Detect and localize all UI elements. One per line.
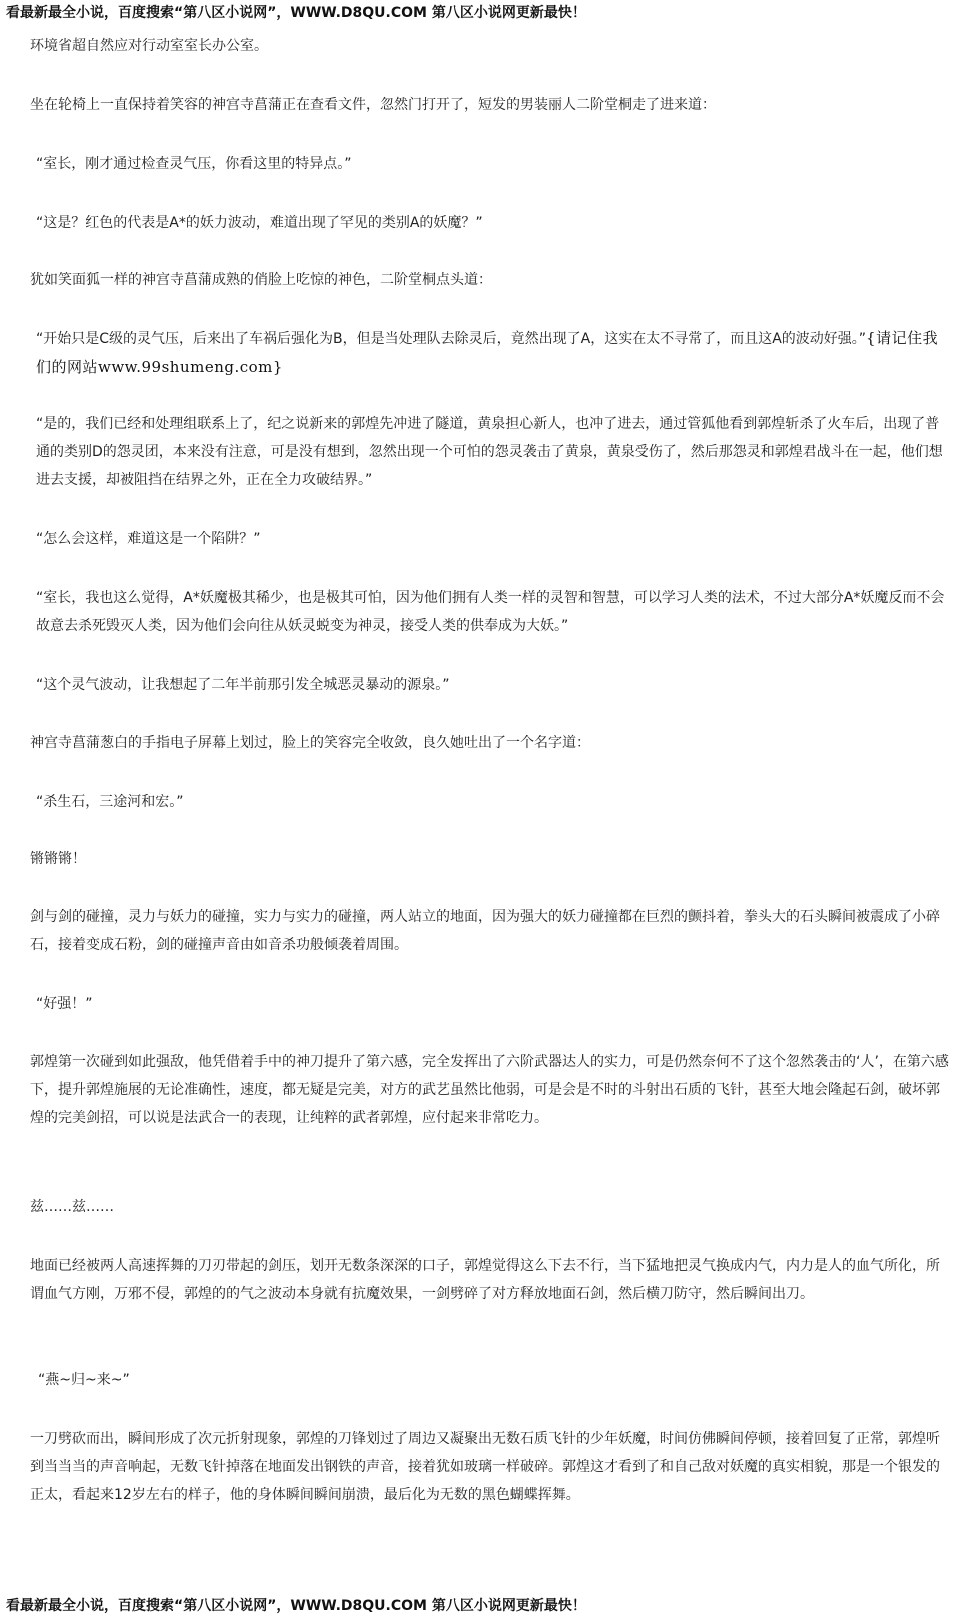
paragraph-19: “燕~归~来~” bbox=[38, 1372, 130, 1388]
paragraph-8: “怎么会这样，难道这是一个陷阱？” bbox=[36, 531, 261, 547]
paragraph-5: 犹如笑面狐一样的神宫寺菖蒲成熟的俏脸上吃惊的神色，二阶堂桐点头道： bbox=[30, 272, 492, 288]
paragraph-7: “是的，我们已经和处理组联系上了，纪之说新来的郭煌先冲进了隧道，黄泉担心新人，也冲了进去，通过管狐他看到郭煌斩杀了火车后，出现了普通的类别D的怨灵团，本来没有注意，可是没有想到，忽然出现一个可怕的怨灵袭击了黄泉，黄泉受伤了，然后那怨灵和郭煌君战斗在一起，他们想进去支援，却被阻挡在结界之外，正在全力攻破结界。” bbox=[36, 416, 943, 488]
paragraph-16: 郭煌第一次碰到如此强敌，他凭借着手中的神刀提升了第六感，完全发挥出了六阶武器达人的实力，可是仍然奈何不了这个忽然袭击的‘人’，在第六感下，提升郭煌施展的无论准确性，速度，都无疑是完美，对方的武艺虽然比他弱，可是会是不时的斗射出石质的飞针，甚至大地会隆起石剑，破坏郭煌的完美剑招，可以说是法武合一的表现，让纯粹的武者郭煌，应付起来非常吃力。 bbox=[30, 1054, 949, 1126]
paragraph-3: “室长，刚才通过检查灵气压，你看这里的特异点。” bbox=[36, 156, 352, 172]
paragraph-12: “杀生石，三途河和宏。” bbox=[36, 794, 184, 810]
paragraph-10: “这个灵气波动，让我想起了二年半前那引发全城恶灵暴动的源泉。” bbox=[36, 677, 450, 693]
paragraph-15: “好强！” bbox=[36, 996, 93, 1012]
paragraph-2: 坐在轮椅上一直保持着笑容的神宫寺菖蒲正在查看文件，忽然门打开了，短发的男装丽人二阶堂桐走了进来道： bbox=[30, 97, 716, 113]
paragraph-9: “室长，我也这么觉得，A*妖魔极其稀少，也是极其可怕，因为他们拥有人类一样的灵智和智慧，可以学习人类的法术，不过大部分A*妖魔反而不会故意去杀死毁灭人类，因为他们会向往从妖灵蜕变为神灵，接受人类的供奉成为大妖。” bbox=[36, 590, 945, 634]
top-site-banner: 看最新最全小说，百度搜索“第八区小说网”，WWW.D8QU.COM 第八区小说网更新最快！ bbox=[6, 5, 586, 21]
website-reminder-note: {请记住我们的网站www.99shumeng.com} bbox=[36, 329, 939, 376]
paragraph-11: 神宫寺菖蒲葱白的手指电子屏幕上划过，脸上的笑容完全收敛，良久她吐出了一个名字道： bbox=[30, 735, 590, 751]
bottom-site-banner: 看最新最全小说，百度搜索“第八区小说网”，WWW.D8QU.COM 第八区小说网更新最快！ bbox=[6, 1598, 586, 1614]
paragraph-4: “这是？红色的代表是A*的妖力波动，难道出现了罕见的类别A的妖魔？” bbox=[36, 215, 483, 231]
paragraph-1: 环境省超自然应对行动室室长办公室。 bbox=[30, 38, 268, 54]
paragraph-13: 锵锵锵！ bbox=[30, 851, 86, 867]
paragraph-18: 地面已经被两人高速挥舞的刀刃带起的剑压，划开无数条深深的口子，郭煌觉得这么下去不行，当下猛地把灵气换成内气，内力是人的血气所化，所谓血气方刚，万邪不侵，郭煌的的气之波动本身就有抗魔效果，一剑劈碎了对方释放地面石剑，然后横刀防守，然后瞬间出刀。 bbox=[30, 1258, 940, 1302]
paragraph-17: 兹……兹…… bbox=[30, 1199, 114, 1215]
paragraph-20: 一刀劈砍而出，瞬间形成了次元折射现象，郭煌的刀锋划过了周边又凝聚出无数石质飞针的少年妖魔，时间仿佛瞬间停顿，接着回复了正常，郭煌听到当当当的声音响起，无数飞针掉落在地面发出钢铁的声音，接着犹如玻璃一样破碎。郭煌这才看到了和自己敌对妖魔的真实相貌，那是一个银发的正太，看起来12岁左右的样子，他的身体瞬间瞬间崩溃，最后化为无数的黑色蝴蝶挥舞。 bbox=[30, 1431, 940, 1503]
paragraph-6-text: “开始只是C级的灵气压，后来出了车祸后强化为B，但是当处理队去除灵后，竟然出现了A，这实在太不寻常了，而且这A的波动好强。” bbox=[36, 331, 867, 347]
paragraph-6 bbox=[36, 324, 950, 382]
paragraph-14: 剑与剑的碰撞，灵力与妖力的碰撞，实力与实力的碰撞，两人站立的地面，因为强大的妖力碰撞都在巨烈的颤抖着，拳头大的石头瞬间被震成了小碎石，接着变成石粉，剑的碰撞声音由如音杀功般倾袭着周围。 bbox=[30, 909, 940, 953]
